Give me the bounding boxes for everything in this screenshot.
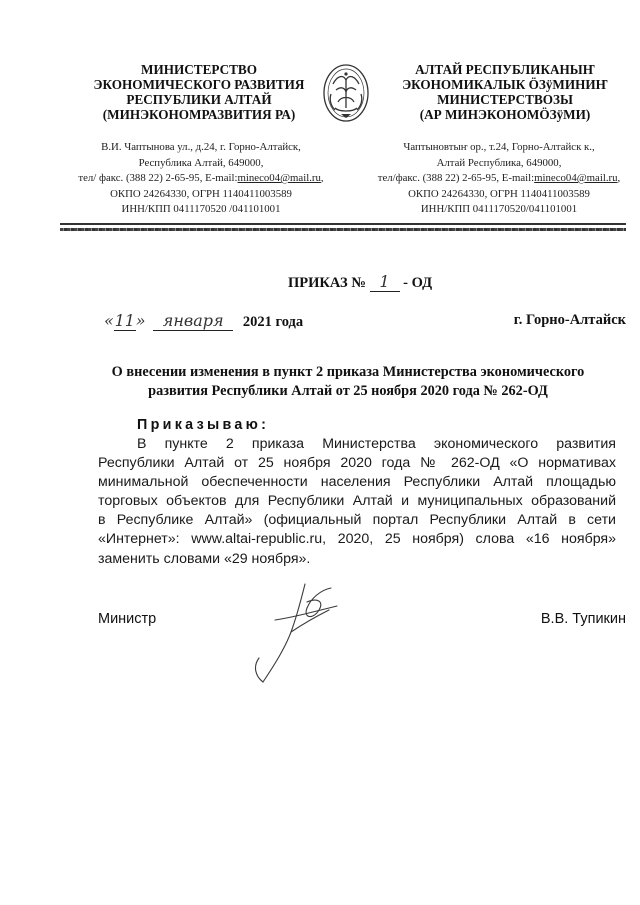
address-line: Чаптыновтыҥ ор., т.24, Горно-Алтайск к., xyxy=(403,141,595,153)
address-line: В.И. Чаптынова ул., д.24, г. Горно-Алтайск, xyxy=(101,141,301,153)
order-title-prefix: ПРИКАЗ № xyxy=(288,275,366,291)
subject-line: О внесении изменения в пункт 2 приказа Министерства экономического xyxy=(111,364,585,380)
contact-line xyxy=(60,171,342,187)
ministry-title-alt-line: ЭКОНОМИКАЛЫК ÖЗÿМИНИҤ xyxy=(402,77,608,92)
address-line: Республика Алтай, 649000, xyxy=(138,156,264,169)
body-line: минимальной обеспеченности населения Республики Алтай площадью xyxy=(98,474,616,491)
contact-suffix: , xyxy=(617,172,621,184)
contact-prefix: тел/факс. (388 22) 2-65-95, E-mail: xyxy=(377,172,535,184)
codes-line: ОКПО 24264330, ОГРН 1140411003589 xyxy=(110,187,292,200)
ministry-title-ru-line: ЭКОНОМИЧЕСКОГО РАЗВИТИЯ xyxy=(93,77,305,92)
order-body xyxy=(98,435,616,569)
body-line: торговых объектов для Республики Алтай и муниципальных образований xyxy=(98,493,616,510)
handwritten-signature xyxy=(245,580,355,685)
order-title-suffix: - ОД xyxy=(403,275,433,291)
ministry-title-alt-line: (АР МИНЭКОНОМÖЗÿМИ) xyxy=(419,107,591,122)
contact-suffix: , xyxy=(320,172,324,184)
body-line: «Интернет»: www.altai-republic.ru, 2020, 25 ноября) слова «16 ноября» xyxy=(98,531,616,548)
ministry-address-alt xyxy=(358,140,640,218)
order-date xyxy=(104,311,303,331)
altai-republic-emblem-icon xyxy=(321,62,371,124)
header-divider-thick xyxy=(60,228,626,231)
ministry-title-ru-line: РЕСПУБЛИКИ АЛТАЙ xyxy=(126,92,272,107)
subject-line: развития Республики Алтай от 25 ноября 2020 года № 262-ОД xyxy=(148,383,548,399)
date-year: 2021 года xyxy=(242,314,304,330)
date-day-handwritten: 11 xyxy=(114,311,135,330)
order-subject xyxy=(90,363,606,401)
ministry-title-ru-line: МИНИСТЕРСТВО xyxy=(141,62,257,77)
signatory-position: Министр xyxy=(98,611,157,627)
email-link[interactable]: mineco04@mail.ru xyxy=(237,172,321,184)
ministry-address-ru xyxy=(60,140,342,218)
body-line: в Республике Алтай» (официальный портал Республики Алтай в сети xyxy=(98,512,616,529)
body-line: В пункте 2 приказа Министерства экономического развития xyxy=(137,436,616,452)
order-city: г. Горно-Алтайск xyxy=(513,312,626,328)
signatory-name: В.В. Тупикин xyxy=(540,611,626,627)
email-link[interactable]: mineco04@mail.ru xyxy=(534,172,618,184)
body-line: Республики Алтай от 25 ноября 2020 года № 262-ОД «О нормативах xyxy=(98,455,616,472)
body-line: заменить словами «29 ноября». xyxy=(98,550,311,567)
order-number-handwritten: 1 xyxy=(370,272,400,292)
order-title xyxy=(288,272,432,292)
codes-line: ИНН/КПП 0411170520 /041101001 xyxy=(121,203,281,215)
ministry-title-ru-line: (МИНЭКОНОМРАЗВИТИЯ РА) xyxy=(102,107,296,122)
codes-line: ИНН/КПП 0411170520/041101001 xyxy=(420,203,578,215)
contact-line xyxy=(358,171,640,187)
directive-heading: Приказываю: xyxy=(137,417,270,433)
date-quote-close: » xyxy=(135,311,146,330)
ministry-title-alt-line: АЛТАЙ РЕСПУБЛИКАНЫҤ xyxy=(415,62,595,77)
ministry-title-ru xyxy=(60,62,338,122)
codes-line: ОКПО 24264330, ОГРН 1140411003589 xyxy=(408,187,590,200)
ministry-title-alt xyxy=(370,62,640,122)
ministry-title-alt-line: МИНИСТЕРСТВОЗЫ xyxy=(437,92,573,107)
date-quote-open: « xyxy=(104,311,114,330)
header-divider-thin xyxy=(60,223,626,225)
contact-prefix: тел/ факс. (388 22) 2-65-95, E-mail: xyxy=(78,172,238,184)
address-line: Алтай Республика, 649000, xyxy=(436,156,562,169)
date-month-handwritten: января xyxy=(153,311,233,331)
